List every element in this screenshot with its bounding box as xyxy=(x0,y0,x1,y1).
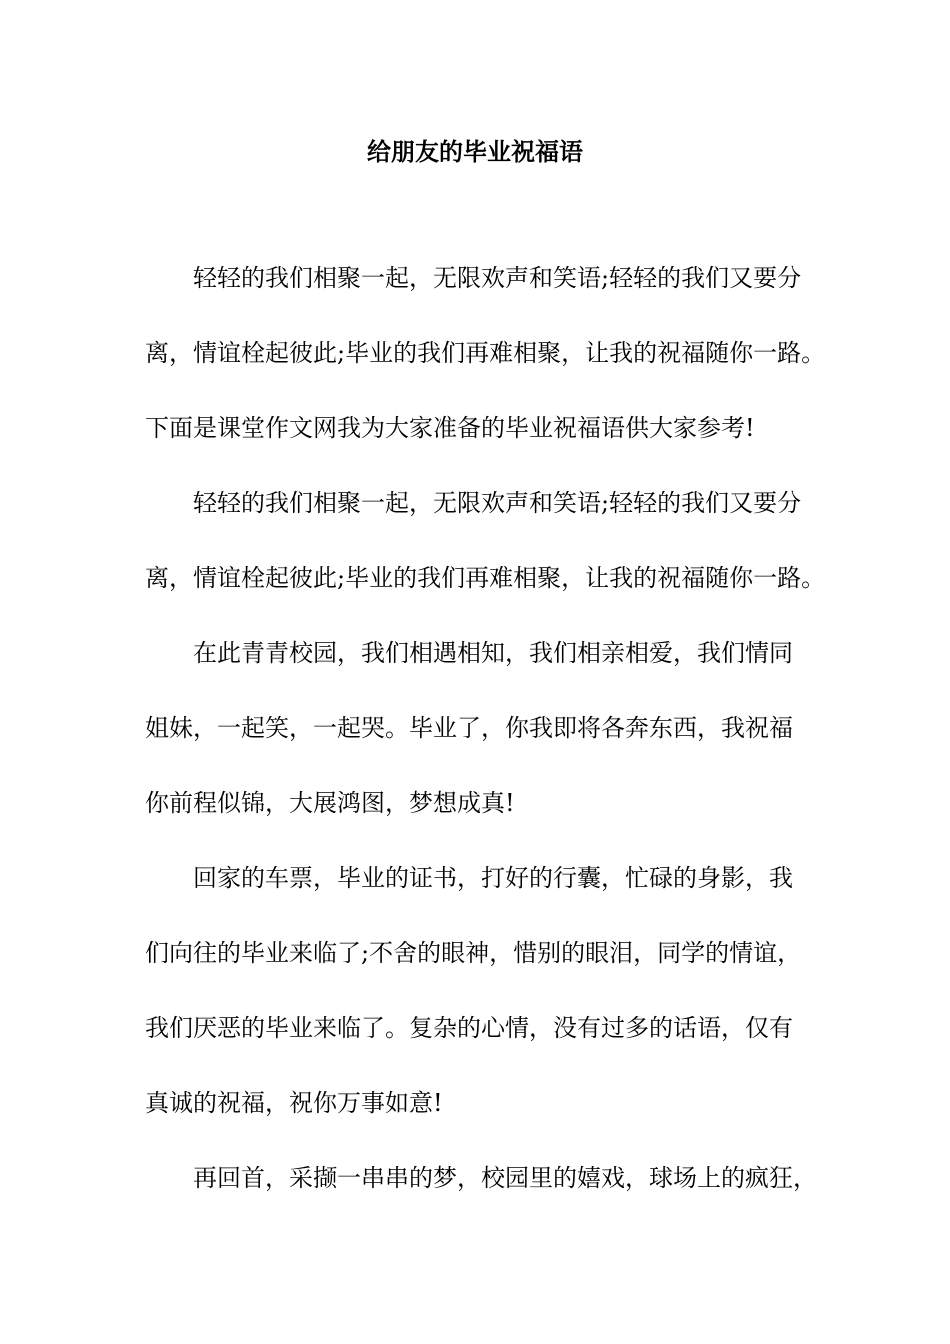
paragraph-3-line-3: 你前程似锦，大展鸿图，梦想成真! xyxy=(145,789,515,817)
document-title: 给朋友的毕业祝福语 xyxy=(367,137,583,166)
paragraph-4-line-3: 我们厌恶的毕业来临了。复杂的心情，没有过多的话语，仅有 xyxy=(145,1014,793,1042)
paragraph-3-line-2: 姐妹，一起笑，一起哭。毕业了，你我即将各奔东西，我祝福 xyxy=(145,714,793,742)
paragraph-4-line-2: 们向往的毕业来临了;不舍的眼神，惜别的眼泪，同学的情谊， xyxy=(145,939,802,967)
paragraph-4-line-4: 真诚的祝福，祝你万事如意! xyxy=(145,1089,443,1117)
paragraph-3-line-1: 在此青青校园，我们相遇相知，我们相亲相爱，我们情同 xyxy=(193,639,793,667)
paragraph-2-line-2: 离，情谊栓起彼此;毕业的我们再难相聚，让我的祝福随你一路。 xyxy=(145,564,826,592)
paragraph-1-line-2: 离，情谊栓起彼此;毕业的我们再难相聚，让我的祝福随你一路。 xyxy=(145,339,826,367)
paragraph-2-line-1: 轻轻的我们相聚一起，无限欢声和笑语;轻轻的我们又要分 xyxy=(193,489,802,517)
paragraph-4-line-1: 回家的车票，毕业的证书，打好的行囊，忙碌的身影，我 xyxy=(193,864,793,892)
paragraph-5-line-1: 再回首，采撷一串串的梦，校园里的嬉戏，球场上的疯狂， xyxy=(193,1164,817,1192)
paragraph-1-line-3: 下面是课堂作文网我为大家准备的毕业祝福语供大家参考! xyxy=(145,414,755,442)
paragraph-1-line-1: 轻轻的我们相聚一起，无限欢声和笑语;轻轻的我们又要分 xyxy=(193,264,802,292)
